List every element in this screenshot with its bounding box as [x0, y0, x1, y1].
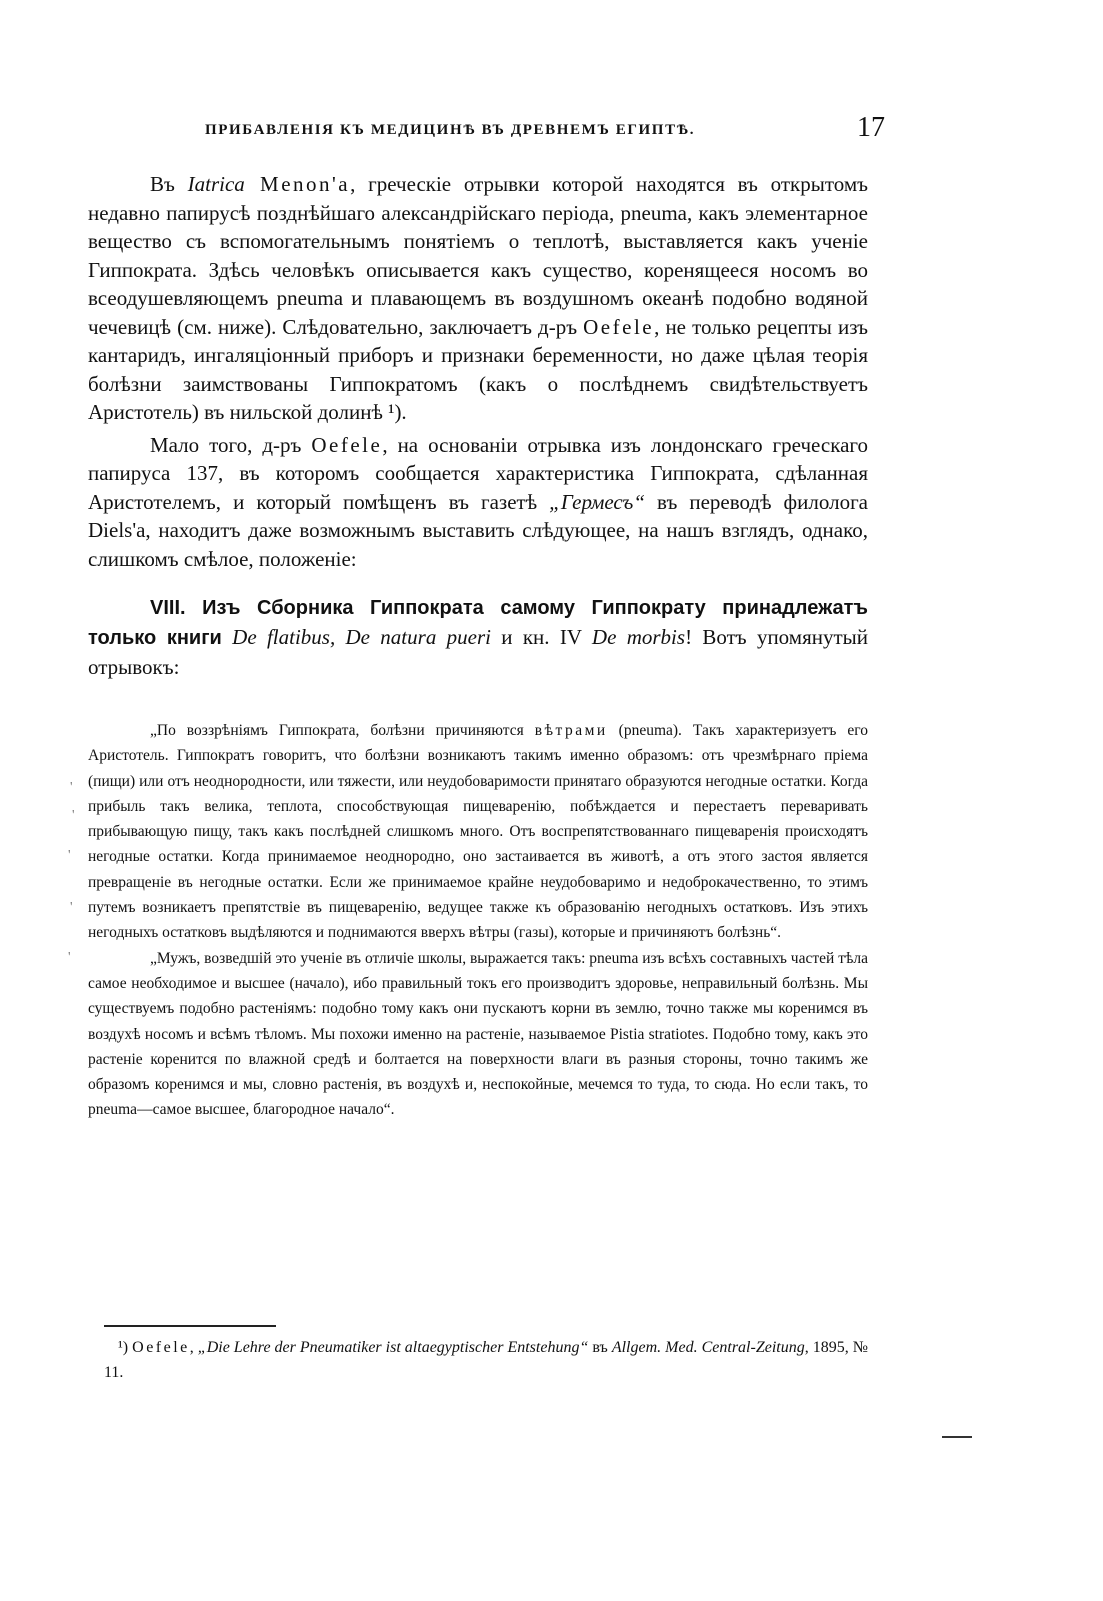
- quote-paragraph-2: „Мужъ, возведшій это ученіе въ отличіе школы, выражается такъ: pneuma изъ всѣхъ составныхъ частей тѣла самое необходимое и высшее (начало), ибо правильный токъ его производитъ здоровье, неправильный болѣзнь. Мы существуемъ подобно растеніямъ: подобно тому какъ они пускаютъ корни въ землю, точно также мы коренимся въ воздухѣ носомъ и всѣмъ тѣломъ. Мы похожи именно на растеніе, называемое Pistia stratiotes. Подобно тому, какъ это растеніе коренится по влажной средѣ и болтается на поверхности влаги въ разныя стороны, точно такимъ же образомъ коренимся и мы, словно растенія, въ воздухѣ и, неспокойные, мечемся то туда, то сюда. Но если такъ, то pneuma—самое высшее, благородное начало“.: [88, 949, 868, 1119]
- italic-title: De flatibus, De natura pueri: [221, 625, 491, 649]
- margin-tick: ': [72, 808, 75, 823]
- thesis-viii: [88, 593, 868, 682]
- footnote-rule: [104, 1325, 276, 1327]
- text-run: (pneuma). Такъ характеризуетъ его Аристотель. Гиппократъ говоритъ, что болѣзни возникаютъ такимъ именно образомъ: отъ чрезмѣрнаго пріема (пищи) или отъ неоднородности, или тяжести, или неудобоваримости принятаго образуются негодные остатки. Когда прибыль такъ велика, теплота, способствующая пищеваренію, побѣждается и перестаетъ переваривать прибывающую пищу, такъ какъ послѣдней слишкомъ много. Отъ воспрепятствованнаго пищеваренія происходятъ негодные остатки. Когда принимаемое неоднородно, оно застаивается въ животѣ, а отъ этого застоя является превращеніе въ негодные остатки. Если же принимаемое крайне неудобоваримо и недоброкачественно, то этимъ путемъ возникаетъ препятствіе въ пищеваренію, ведущее также къ образованію негодныхъ остатковъ. Изъ этихъ негодныхъ остатковъ выдѣляются и поднимаются вверхъ вѣтры (газы), которые и причиняютъ болѣзнь“.: [88, 722, 869, 942]
- italic-term: „Гермесъ“: [549, 489, 646, 514]
- text-run: Въ: [150, 172, 188, 196]
- spaced-word: вѣтрами: [534, 722, 608, 739]
- margin-tick: ': [68, 848, 71, 863]
- text-run: въ переводѣ филолога Diels'а, находитъ даже возможнымъ выставить слѣдующее, на нашъ взглядъ, однако, слишкомъ смѣлое, положеніе:: [88, 489, 868, 571]
- page-number: 17: [857, 112, 885, 143]
- quote-paragraph-1: [88, 718, 868, 946]
- thesis-heading: VIII. Изъ Сборника Гиппократа самому Гиппократу принадлежатъ только книги: [88, 597, 868, 649]
- scan-mark: [942, 1436, 972, 1438]
- spaced-name: Oefele: [132, 1339, 190, 1356]
- text-run: , на основаніи отрывка изъ лондонскаго греческаго папируса 137, въ которомъ сообщается характеристика Гиппократа, сдѣланная Аристотелемъ, и который помѣщенъ въ газетѣ: [88, 432, 868, 514]
- margin-tick: ': [70, 780, 73, 795]
- running-title: ПРИБАВЛЕНІЯ КЪ МЕДИЦИНѢ ВЪ ДРЕВНЕМЪ ЕГИПТѢ.: [205, 122, 696, 138]
- text-run: ,: [189, 1339, 198, 1356]
- text-run: , 1895, № 11.: [104, 1339, 869, 1381]
- spaced-name: Menon'а: [244, 172, 351, 196]
- text-run: „По воззрѣніямъ Гиппократа, болѣзни причиняются: [150, 722, 535, 739]
- footnote: [104, 1335, 868, 1385]
- footnote-text: [104, 1335, 868, 1385]
- paragraph-2: [88, 431, 868, 574]
- italic-term: Iatrica: [187, 172, 245, 196]
- quoted-fragment: [88, 718, 868, 1123]
- main-text: [88, 170, 868, 1123]
- spaced-name: Oefele: [583, 314, 655, 339]
- margin-tick: ': [68, 950, 71, 965]
- spaced-name: Oefele: [311, 432, 383, 457]
- margin-tick: ': [70, 900, 73, 915]
- paragraph-1: [88, 170, 868, 427]
- text-run: и кн. IV: [490, 625, 592, 649]
- page-header: [205, 112, 885, 148]
- italic-title: Allgem. Med. Central-Zeitung: [611, 1339, 805, 1356]
- text-run: , не только рецепты изъ кантаридъ, ингаляціонный приборъ и признаки беременности, но даже цѣлая теорія болѣзни заимствованы Гиппократомъ (какъ о послѣднемъ свидѣтельствуетъ Аристотель) въ нильской долинѣ ¹).: [88, 314, 868, 424]
- text-run: въ: [588, 1339, 612, 1356]
- text-run: ! Вотъ упомянутый отрывокъ:: [88, 625, 868, 679]
- text-run: , греческіе отрывки которой находятся въ открытомъ недавно папирусѣ позднѣйшаго александрійскаго періода, pneuma, какъ элементарное вещество съ вспомогательнымъ понятіемъ о теплотѣ, выставляется какъ ученіе Гиппократа. Здѣсь человѣкъ описывается какъ существо, коренящееся носомъ во всеодушевляющемъ pneuma и плавающемъ въ воздушномъ океанѣ подобно водяной чечевицѣ (см. ниже). Слѣдовательно, заключаетъ д-ръ: [88, 172, 868, 339]
- italic-title: „Die Lehre der Pneumatiker ist altaegyptischer Entstehung“: [197, 1339, 589, 1356]
- footnote-marker: ¹): [118, 1339, 133, 1356]
- italic-title: De morbis: [591, 625, 686, 649]
- text-run: Мало того, д-ръ: [150, 432, 312, 457]
